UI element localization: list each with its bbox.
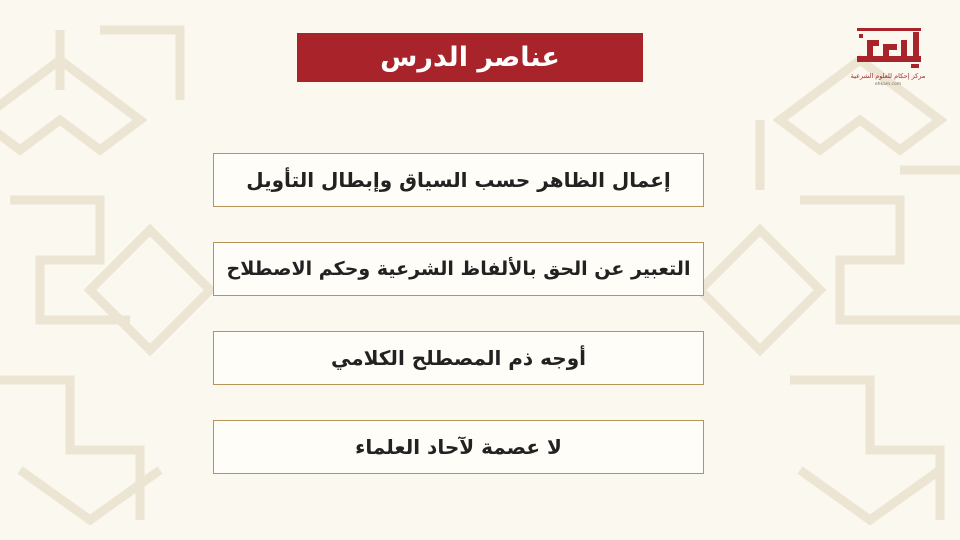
lesson-element-3 (213, 331, 704, 385)
logo-subtitle: مركز إحكام للعلوم الشرعية (850, 72, 926, 80)
lesson-element-3-text: أوجه ذم المصطلح الكلامي (331, 346, 586, 370)
logo-url: ehkam.com (874, 82, 902, 87)
ehkam-logo (846, 26, 930, 90)
lesson-title-banner (297, 33, 643, 82)
lesson-element-1 (213, 153, 704, 207)
lesson-title: عناصر الدرس (380, 42, 560, 73)
lesson-element-4 (213, 420, 704, 474)
lesson-element-4-text: لا عصمة لآحاد العلماء (355, 435, 562, 459)
lesson-element-2-text: التعبير عن الحق بالألفاظ الشرعية وحكم الاصطلاح (226, 258, 691, 280)
lesson-element-2 (213, 242, 704, 296)
ehkam-logo-mark (853, 26, 925, 70)
lesson-element-1-text: إعمال الظاهر حسب السياق وإبطال التأويل (246, 168, 671, 192)
